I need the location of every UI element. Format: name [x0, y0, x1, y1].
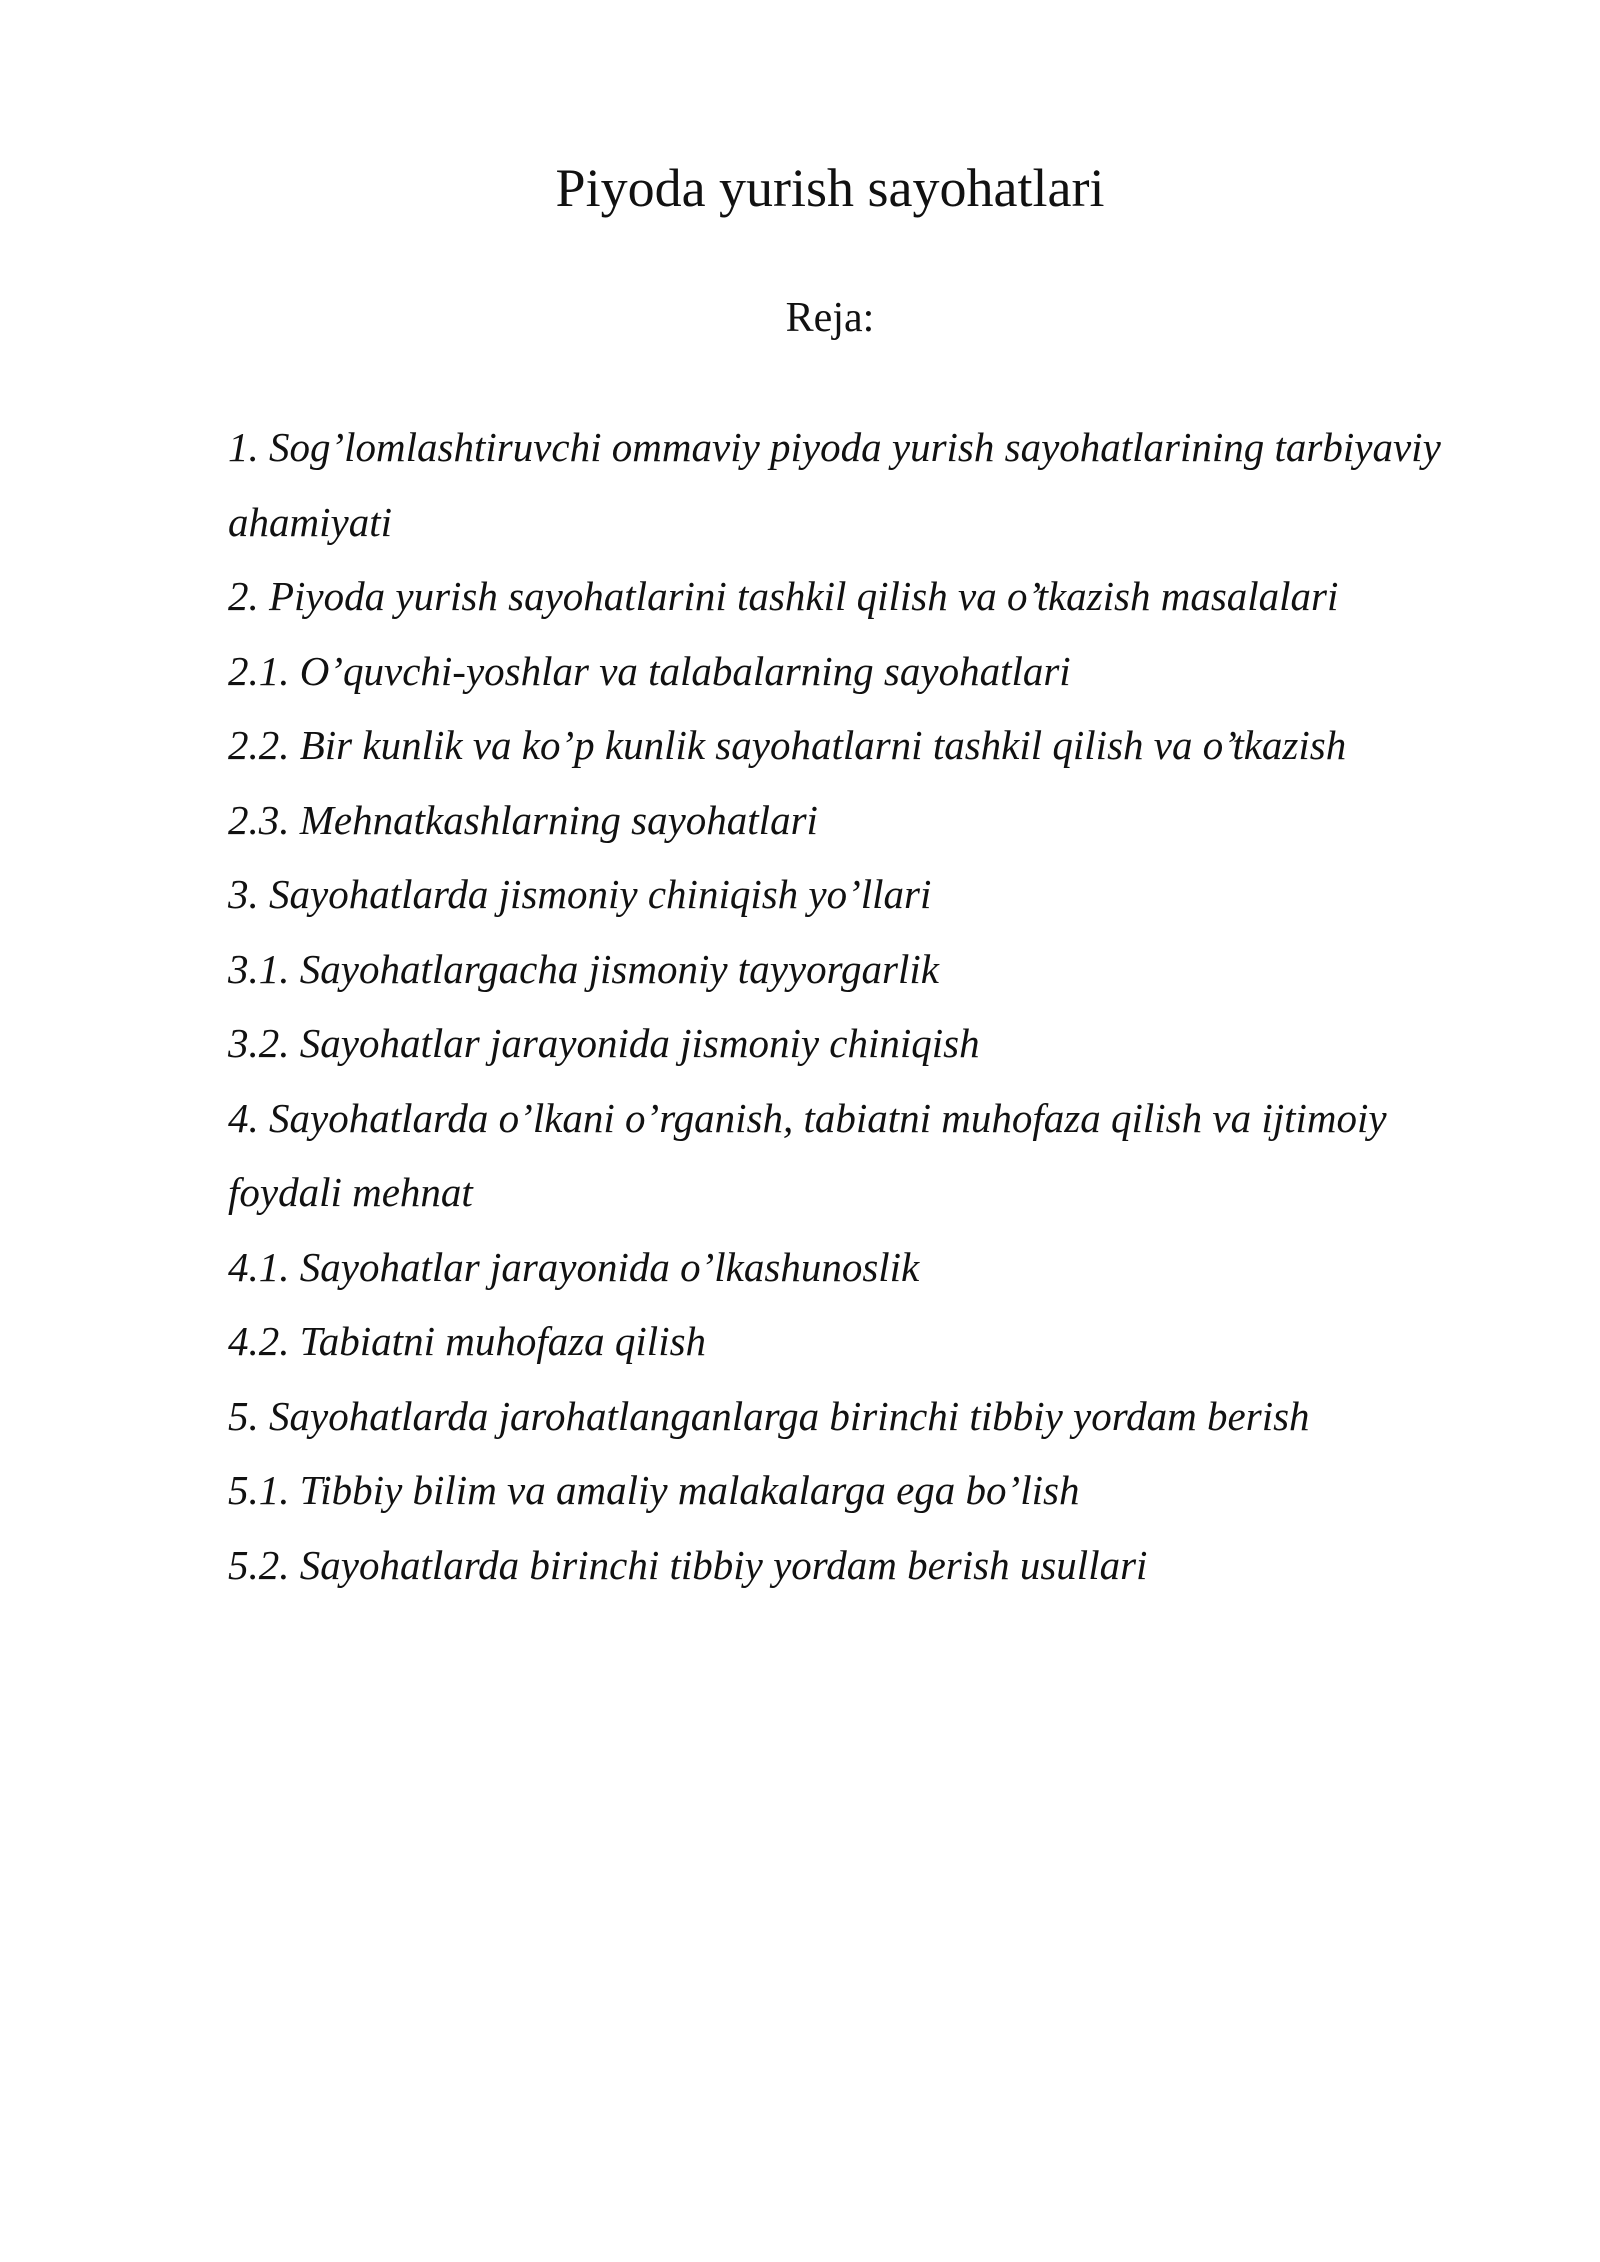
plan-item: 3.1. Sayohatlargacha jismoniy tayyorgarlik — [228, 945, 939, 992]
plan-list — [228, 410, 1488, 1602]
plan-item: 2.1. O’quvchi-yoshlar va talabalarning sayohatlari — [228, 647, 1071, 694]
plan-item: 2. Piyoda yurish sayohatlarini tashkil qilish va o’tkazish masalalari — [228, 573, 1339, 619]
plan-item: 1. Sog’lomlashtiruvchi ommaviy piyoda yurish sayohatlarining tarbiyaviy ahamiyati — [228, 424, 1441, 545]
document-title: Piyoda yurish sayohatlari — [555, 158, 1105, 218]
plan-item: 5.2. Sayohatlarda birinchi tibbiy yordam berish usullari — [228, 1541, 1148, 1588]
plan-item: 3. Sayohatlarda jismoniy chiniqish yo’llari — [228, 871, 932, 917]
plan-item: 5. Sayohatlarda jarohatlanganlarga birinchi tibbiy yordam berish — [228, 1392, 1310, 1439]
plan-item: 3.2. Sayohatlar jarayonida jismoniy chiniqish — [228, 1020, 980, 1066]
plan-item: 4.2. Tabiatni muhofaza qilish — [228, 1318, 707, 1364]
plan-item: 2.3. Mehnatkashlarning sayohatlari — [228, 796, 818, 843]
plan-item: 2.2. Bir kunlik va ko’p kunlik sayohatlarni tashkil qilish va o’tkazish — [228, 722, 1347, 768]
plan-item: 5.1. Tibbiy bilim va amaliy malakalarga ega bo’lish — [228, 1467, 1080, 1513]
plan-item: 4. Sayohatlarda o’lkani o’rganish, tabiatni muhofaza qilish va ijtimoiy foydali mehnat — [228, 1094, 1387, 1215]
plan-item: 4.1. Sayohatlar jarayonida o’lkashunoslik — [228, 1243, 920, 1290]
plan-heading: Reja: — [785, 295, 875, 341]
